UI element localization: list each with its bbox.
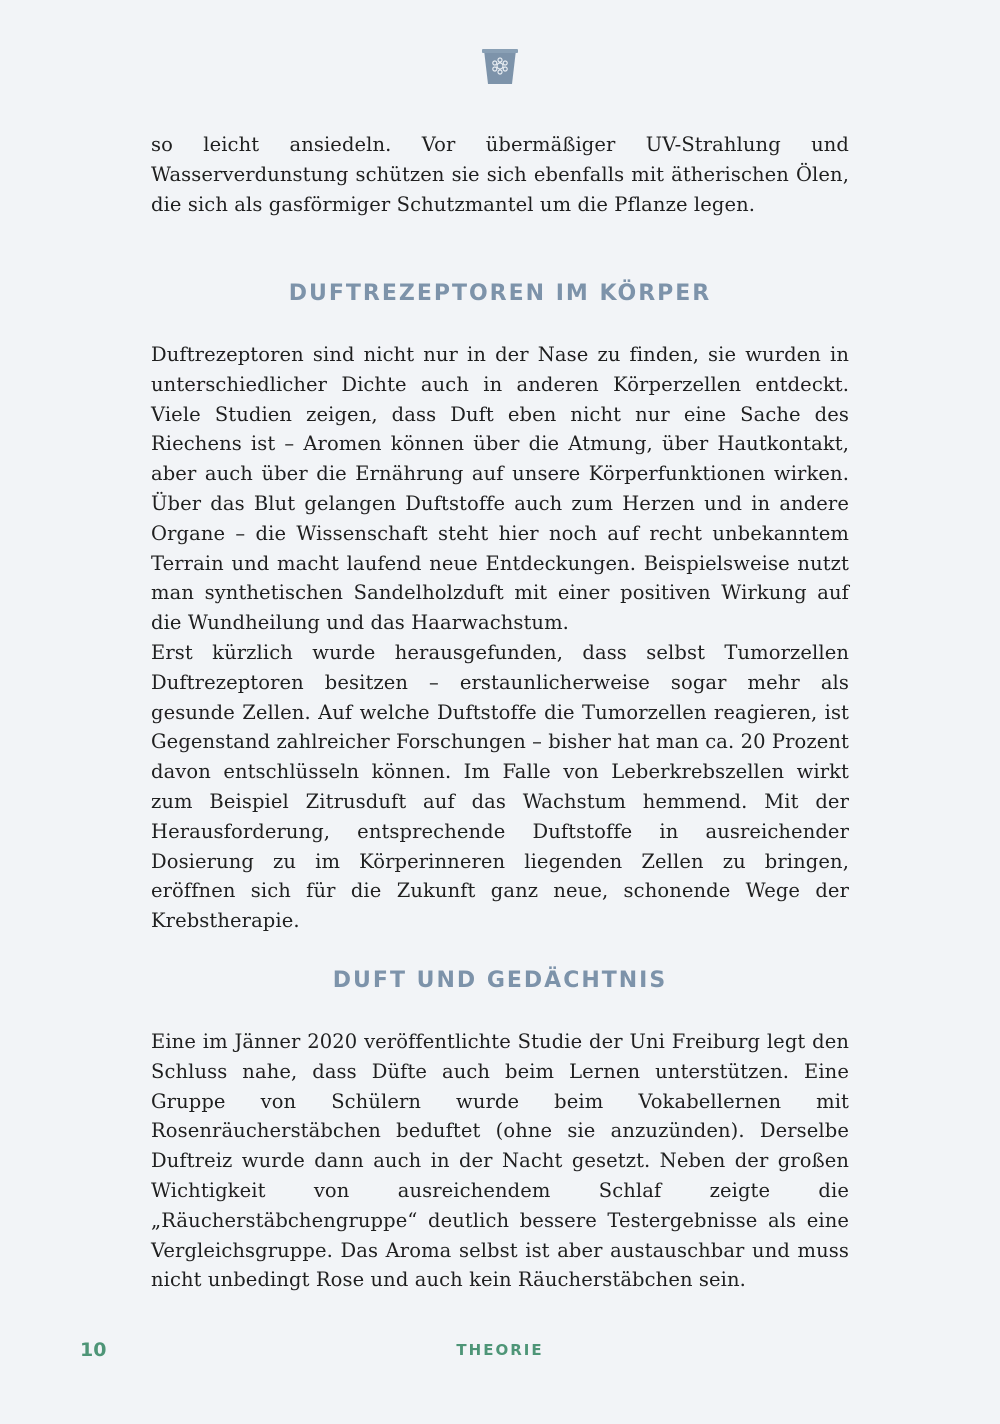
intro-paragraph: so leicht ansiedeln. Vor übermäßiger UV-Strahlung und Wasserverdunstung schützen sie sich ebenfalls mit ätherischen Ölen, die sich als gasförmiger Schutzmantel um die Pflanze legen. [151, 133, 849, 216]
section-heading-duftrezeptoren: DUFTREZEPTOREN IM KÖRPER [288, 281, 712, 306]
section1-paragraph: Duftrezeptoren sind nicht nur in der Nase zu finden, sie wurden in unterschiedlicher Dichte auch in anderen Körperzellen entdeckt. Viele Studien zeigen, dass Duft eben nicht nur eine Sache des Riechens ist – Aromen können über die Atmung, über Hautkontakt, aber auch über die Ernährung auf unsere Körperfunktionen wirken. Über das Blut gelangen Duftstoffe auch zum Herzen und in andere Organe – die Wissenschaft steht hier noch auf recht unbekanntem Terrain und macht laufend neue Entdeckungen. Beispielsweise nutzt man synthetischen Sandelholzduft mit einer positiven Wirkung auf die Wundheilung und das Haarwachstum. [151, 343, 849, 635]
section2-text [151, 1027, 849, 1295]
intro-paragraph-block [151, 130, 849, 219]
section2-paragraph: Eine im Jänner 2020 veröffentlichte Studie der Uni Freiburg legt den Schluss nahe, dass Düfte auch beim Lernen unterstützen. Eine Gruppe von Schülern wurde beim Vokabellernen mit Rosenräucherstäbchen beduftet (ohne sie anzuzünden). Derselbe Duftreiz wurde dann auch in der Nacht gesetzt. Neben der großen Wichtigkeit von ausreichendem Schlaf zeigte die „Räucherstäbchengruppe“ deutlich bessere Testergebnisse als eine Vergleichsgruppe. Das Aroma selbst ist aber austauschbar und muss nicht unbedingt Rose und auch kein Räucherstäbchen sein. [151, 1030, 849, 1292]
pot-icon [480, 46, 520, 86]
section1-text [151, 340, 849, 936]
section1-paragraph-2: Erst kürzlich wurde herausgefunden, dass selbst Tumorzellen Duftrezeptoren besitzen – erstaunlicherweise sogar mehr als gesunde Zellen. Auf welche Duftstoffe die Tumorzellen reagieren, ist Gegenstand zahlreicher Forschungen – bisher hat man ca. 20 Prozent davon entschlüsseln können. Im Falle von Leberkrebszellen wirkt zum Beispiel Zitrusduft auf das Wachstum hemmend. Mit der Herausforderung, entsprechende Duftstoffe in ausreichender Dosierung zu im Körperinneren liegenden Zellen zu bringen, eröffnen sich für die Zukunft ganz neue, schonende Wege der Krebstherapie. [151, 640, 849, 933]
running-footer-title: THEORIE [456, 1341, 544, 1359]
section-heading-gedaechtnis: DUFT UND GEDÄCHTNIS [332, 968, 668, 993]
page-number: 10 [80, 1339, 107, 1361]
